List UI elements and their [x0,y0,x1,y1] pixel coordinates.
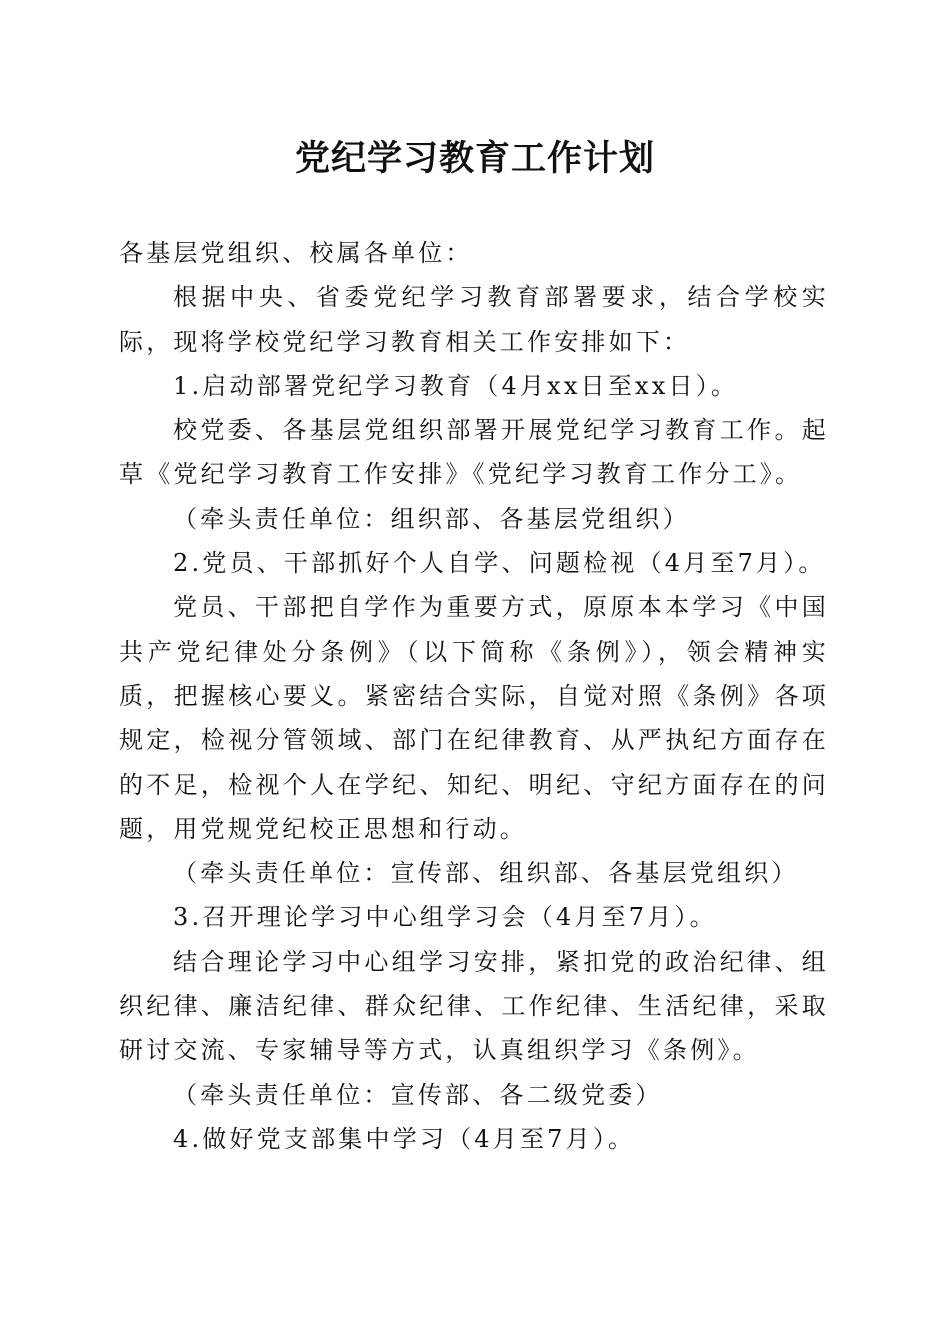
section-heading-2: 2.党员、干部抓好个人自学、问题检视（4月至7月）。 [173,549,826,578]
section-heading-3: 3.召开理论学习中心组学习会（4月至7月）。 [173,903,717,932]
section-body-1: 校党委、各基层党组织部署开展党纪学习教育工作。起草《党纪学习教育工作安排》《党纪学习教育工作分工》。 [119,416,829,489]
section-heading-4: 4.做好党支部集中学习（4月至7月）。 [173,1124,636,1153]
section-body-3: 结合理论学习中心组学习安排，紧扣党的政治纪律、组织纪律、廉洁纪律、群众纪律、工作纪律、生活纪律，采取研讨交流、专家辅导等方式，认真组织学习《条例》。 [119,947,829,1065]
section-heading-1: 1.启动部署党纪学习教育（4月xx日至xx日）。 [173,371,739,400]
section-body-2: 党员、干部把自学作为重要方式，原原本本学习《中国共产党纪律处分条例》（以下简称《条例》），领会精神实质，把握核心要义。紧密结合实际，自觉对照《条例》各项规定，检视分管领域、部门在纪律教育、从严执纪方面存在的不足，检视个人在学纪、知纪、明纪、守纪方面存在的问题，用党规党纪校正思想和行动。 [119,593,829,843]
document-body [119,231,829,1161]
responsible-unit-1: （牵头责任单位：组织部、各基层党组织） [173,504,690,533]
document-title: 党纪学习教育工作计划 [294,138,655,179]
salutation: 各基层党组织、校属各单位： [119,239,473,267]
intro-paragraph: 根据中央、省委党纪学习教育部署要求，结合学校实际，现将学校党纪学习教育相关工作安排如下： [119,283,829,356]
responsible-unit-2: （牵头责任单位：宣传部、组织部、各基层党组织） [173,859,799,888]
responsible-unit-3: （牵头责任单位：宣传部、各二级党委） [173,1080,663,1109]
